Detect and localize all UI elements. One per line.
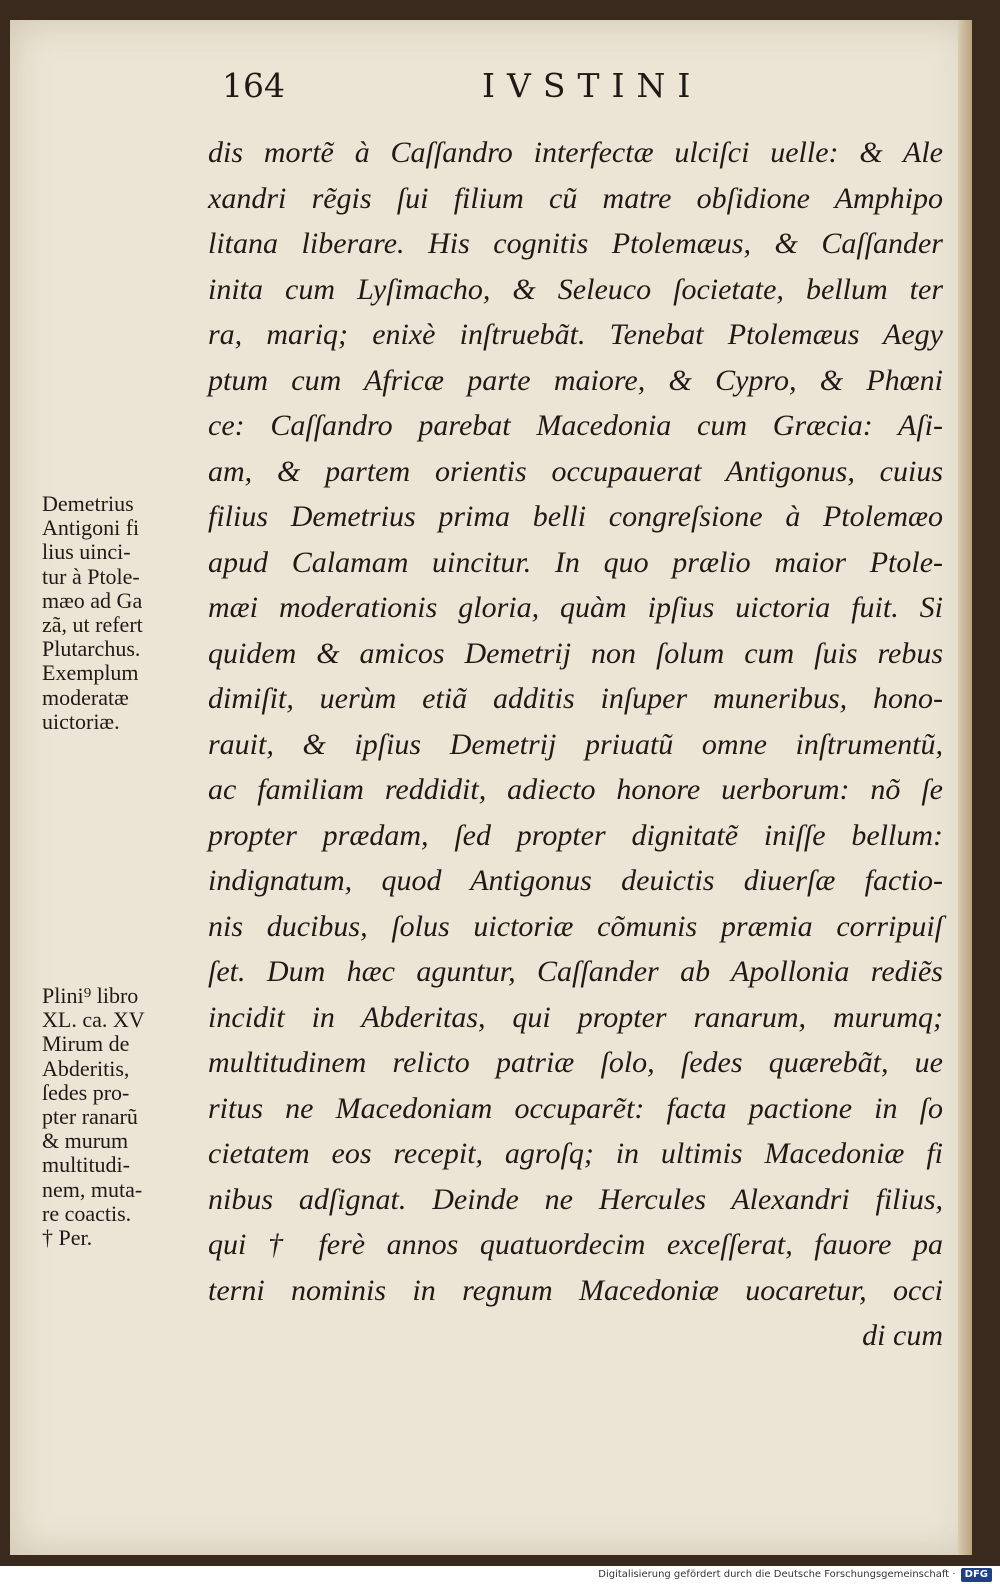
digitization-footer	[598, 1566, 992, 1584]
text-line: ſet. Dum hæc aguntur, Caſſander ab Apollonia rediẽs	[208, 955, 943, 988]
text-line: inita cum Lyſimacho, & Seleuco ſocietate, bellum ter	[208, 272, 943, 306]
dfg-logo: DFG	[961, 1568, 992, 1582]
text-line: terni nominis in regnum Macedoniæ uocaretur, occi	[208, 1273, 943, 1307]
text-line: filius Demetrius prima belli congreſsione à Ptolemæo	[208, 500, 943, 533]
margin-note-line: Abderitis,	[42, 1055, 130, 1081]
text-line: multitudinem relicto patriæ ſolo, ſedes quærebãt, ue	[208, 1046, 943, 1079]
margin-note-line: lius uinci-	[42, 539, 131, 565]
margin-note-line: moderatæ	[42, 684, 129, 710]
margin-note-line: mæo ad Ga	[42, 587, 143, 613]
text-line: nis ducibus, ſolus uictoriæ cõmunis præmia corripuiſ	[208, 909, 943, 943]
text-line: litana liberare. His cognitis Ptolemæus, & Caſſander	[208, 227, 943, 260]
text-line: ritus ne Macedoniam occuparẽt: facta pactione in ſo	[208, 1091, 943, 1125]
text-line: am, & partem orientis occupauerat Antigonus, cuius	[208, 454, 943, 488]
margin-note-line: Mirum de	[42, 1031, 130, 1057]
text-line: qui † ferè annos quatuordecim exceſſerat, fauore pa	[208, 1228, 943, 1261]
main-text-block	[208, 130, 943, 1359]
text-line: xandri rẽgis ſui filium cũ matre obſidione Amphipo	[208, 181, 943, 215]
margin-note-line: pter ranarũ	[42, 1104, 138, 1130]
margin-note-plinius	[42, 984, 204, 1250]
margin-note-line: Plutarchus.	[42, 636, 141, 662]
page-header	[222, 66, 784, 116]
running-head: IVSTINI	[482, 66, 703, 105]
page-edge	[958, 20, 972, 1555]
text-line: ac familiam reddidit, adiecto honore uerborum: nõ ſe	[208, 773, 943, 806]
text-line: ptum cum Africæ parte maiore, & Cypro, & Phœni	[208, 363, 943, 397]
margin-note-line: multitudi-	[42, 1152, 130, 1178]
text-line: rauit, & ipſius Demetrij priuatũ omne inſtrumentũ,	[208, 727, 943, 761]
margin-note-line: Antigoni fi	[42, 515, 140, 541]
margin-note-line: Plini⁹ libro	[42, 983, 139, 1008]
text-line: propter prædam, ſed propter dignitatẽ iniſſe bellum:	[208, 818, 943, 852]
catchword-line: di cum	[862, 1319, 943, 1352]
text-line: mæi moderationis gloria, quàm ipſius uictoria fuit. Si	[208, 591, 943, 624]
text-line: ra, mariq; enixè inſtruebãt. Tenebat Ptolemæus Aegy	[208, 318, 943, 351]
text-line: dis mortẽ à Caſſandro interfectæ ulciſci uelle: & Ale	[208, 136, 943, 169]
margin-note-line: † Per.	[42, 1225, 93, 1251]
margin-note-line: nem, muta-	[42, 1176, 143, 1202]
text-line: ce: Caſſandro parebat Macedonia cum Græcia: Aſi-	[208, 409, 943, 442]
margin-note-line: XL. ca. XV	[42, 1007, 145, 1033]
text-line: indignatum, quod Antigonus deuictis diuerſæ factio-	[208, 864, 943, 897]
margin-note-line: Exemplum	[42, 660, 139, 686]
margin-note-line: ſedes pro-	[42, 1079, 130, 1105]
margin-note-line: uictoriæ.	[42, 708, 120, 734]
margin-note-line: zã, ut refert	[42, 612, 143, 638]
text-line: incidit in Abderitas, qui propter ranarum, murumq;	[208, 1000, 943, 1034]
text-line: cietatem eos recepit, agroſq; in ultimis Macedoniæ fi	[208, 1137, 943, 1170]
footer-text: Digitalisierung gefördert durch die Deutsche Forschungsgemeinschaft ·	[598, 1569, 956, 1580]
margin-note-line: & murum	[42, 1128, 129, 1154]
page-number: 164	[222, 66, 285, 105]
margin-note-line: Demetrius	[42, 491, 134, 516]
margin-note-line: tur à Ptole-	[42, 563, 140, 589]
text-line: apud Calamam uincitur. In quo prælio maior Ptole-	[208, 545, 943, 579]
margin-note-line: re coactis.	[42, 1200, 132, 1226]
text-line: nibus adſignat. Deinde ne Hercules Alexandri filius,	[208, 1182, 943, 1216]
text-line: dimiſit, uerùm etiã additis inſuper muneribus, hono-	[208, 682, 943, 715]
margin-note-demetrius	[42, 492, 204, 734]
text-line: quidem & amicos Demetrij non ſolum cum ſuis rebus	[208, 636, 943, 670]
